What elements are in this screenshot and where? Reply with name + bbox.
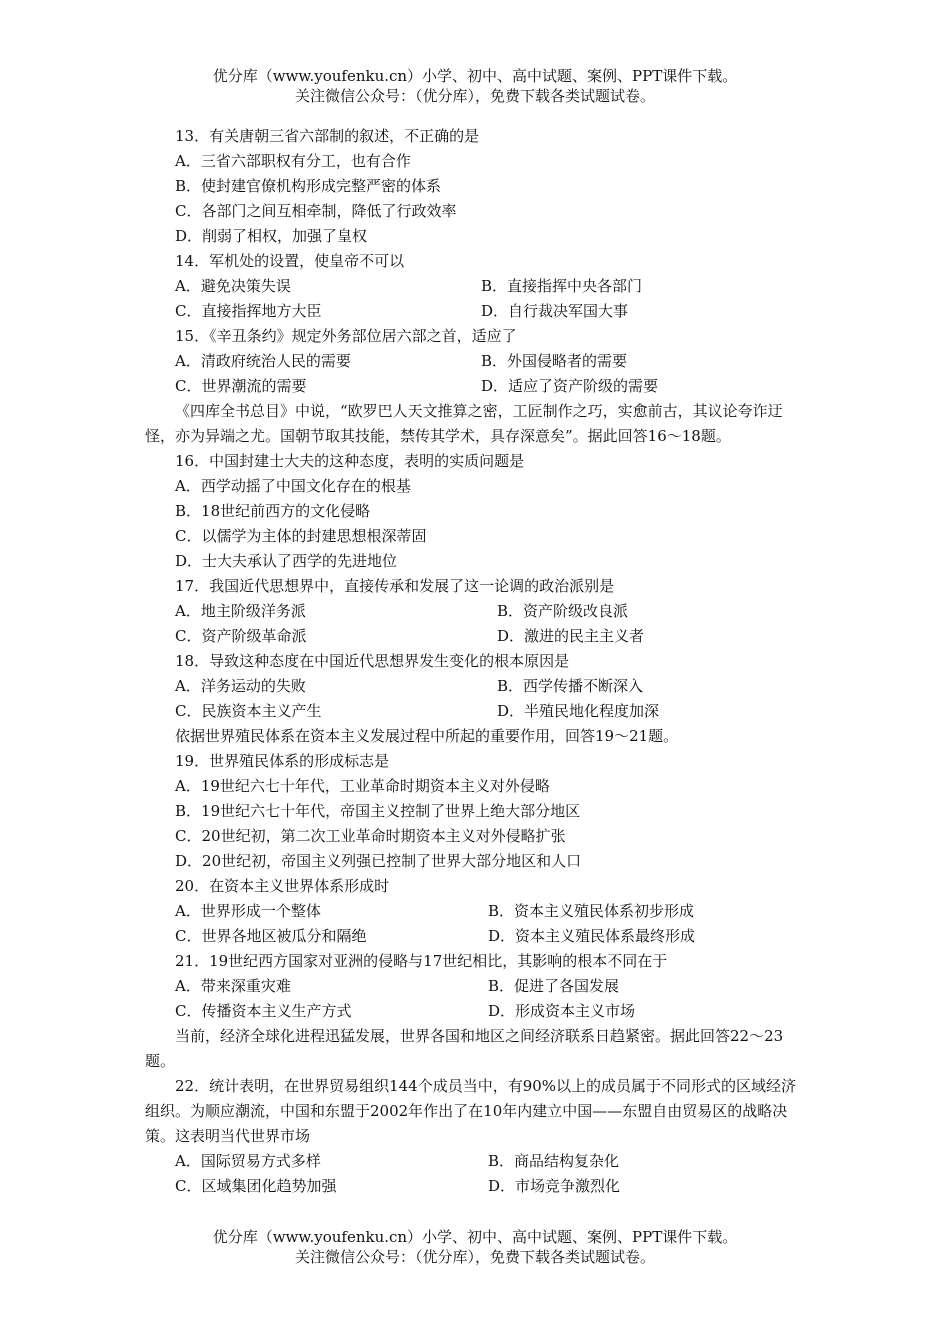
question-14-option-c: C．直接指挥地方大臣	[175, 302, 322, 320]
question-14-options-row-1	[145, 274, 810, 299]
question-18-option-c: C．民族资本主义产生	[175, 702, 322, 720]
question-22-option-c: C．区域集团化趋势加强	[175, 1177, 337, 1195]
question-22-options-row-2	[145, 1174, 810, 1199]
question-18-option-b: B．西学传播不断深入	[497, 677, 644, 695]
question-21-stem: 21．19世纪西方国家对亚洲的侵略与17世纪相比，其影响的根本不同在于	[175, 952, 668, 970]
footer-line-1: 优分库（www.youfenku.cn）小学、初中、高中试题、案例、PPT课件下载。	[212, 1228, 738, 1246]
question-21-options-row-2	[145, 999, 810, 1024]
question-22-options-row-1	[145, 1149, 810, 1174]
question-16-stem: 16．中国封建士大夫的这种态度，表明的实质问题是	[175, 452, 525, 470]
question-14-option-d: D．自行裁决军国大事	[481, 302, 629, 320]
question-13-stem: 13．有关唐朝三省六部制的叙述，不正确的是	[175, 127, 480, 145]
question-13-option-c: C．各部门之间互相牵制，降低了行政效率	[175, 202, 457, 220]
question-20-options-row-1	[145, 899, 810, 924]
question-14-stem: 14．军机处的设置，使皇帝不可以	[175, 252, 405, 270]
question-17-option-d: D．激进的民主主义者	[497, 627, 645, 645]
question-15-option-c: C．世界潮流的需要	[175, 377, 307, 395]
question-21-option-b: B．促进了各国发展	[488, 977, 620, 995]
question-16-option-c: C．以儒学为主体的封建思想根深蒂固	[175, 527, 427, 545]
question-15-option-d: D．适应了资产阶级的需要	[481, 377, 659, 395]
question-13-option-b: B．使封建官僚机构形成完整严密的体系	[175, 177, 442, 195]
question-20-option-b: B．资本主义殖民体系初步形成	[488, 902, 695, 920]
question-20-option-a: A．世界形成一个整体	[175, 902, 321, 920]
question-15-options-row-2	[145, 374, 810, 399]
header-line-2: 关注微信公众号：（优分库），免费下载各类试题试卷。	[294, 87, 655, 105]
question-21-option-a: A．带来深重灾难	[175, 977, 291, 995]
question-21-option-c: C．传播资本主义生产方式	[175, 1002, 352, 1020]
question-14-options-row-2	[145, 299, 810, 324]
passage-16-18: 《四库全书总目》中说，“欧罗巴人天文推算之密，工匠制作之巧，实愈前古，其议论夸诈迂怪，亦为异端之尤。国朝节取其技能，禁传其学术，具存深意矣”。据此回答16～18题。	[145, 402, 783, 445]
question-19-stem: 19．世界殖民体系的形成标志是	[175, 752, 390, 770]
question-16-option-a: A．西学动摇了中国文化存在的根基	[175, 477, 411, 495]
question-16-option-d: D．士大夫承认了西学的先进地位	[175, 552, 398, 570]
question-20-option-d: D．资本主义殖民体系最终形成	[488, 927, 696, 945]
question-14-option-b: B．直接指挥中央各部门	[481, 277, 643, 295]
question-18-option-d: D．半殖民地化程度加深	[497, 702, 660, 720]
question-18-options-row-2	[145, 699, 810, 724]
question-19-option-b: B．19世纪六七十年代，帝国主义控制了世界上绝大部分地区	[175, 802, 581, 820]
question-15-option-b: B．外国侵略者的需要	[481, 352, 628, 370]
question-17-option-b: B．资产阶级改良派	[497, 602, 629, 620]
question-21-options-row-1	[145, 974, 810, 999]
question-18-options-row-1	[145, 674, 810, 699]
question-17-options-row-2	[145, 624, 810, 649]
question-14-option-a: A．避免决策失误	[175, 277, 291, 295]
question-22-option-d: D．市场竞争激烈化	[488, 1177, 621, 1195]
question-16-option-b: B．18世纪前西方的文化侵略	[175, 502, 371, 520]
page-footer	[0, 1227, 950, 1267]
question-18-option-a: A．洋务运动的失败	[175, 677, 306, 695]
question-13-option-a: A．三省六部职权有分工，也有合作	[175, 152, 411, 170]
page-header	[0, 66, 950, 106]
question-17-options-row-1	[145, 599, 810, 624]
question-19-option-d: D．20世纪初，帝国主义列强已控制了世界大部分地区和人口	[175, 852, 582, 870]
exam-content	[145, 124, 810, 1199]
question-20-options-row-2	[145, 924, 810, 949]
question-19-option-a: A．19世纪六七十年代，工业革命时期资本主义对外侵略	[175, 777, 550, 795]
question-19-option-c: C．20世纪初，第二次工业革命时期资本主义对外侵略扩张	[175, 827, 566, 845]
question-15-options-row-1	[145, 349, 810, 374]
question-22-stem: 22．统计表明，在世界贸易组织144个成员当中，有90%以上的成员属于不同形式的区域经济组织。为顺应潮流，中国和东盟于2002年作出了在10年内建立中国——东盟自由贸易区的战略决策。这表明当代世界市场	[145, 1077, 797, 1145]
question-21-option-d: D．形成资本主义市场	[488, 1002, 636, 1020]
footer-line-2: 关注微信公众号：（优分库），免费下载各类试题试卷。	[294, 1248, 655, 1266]
question-22-option-a: A．国际贸易方式多样	[175, 1152, 321, 1170]
question-15-option-a: A．清政府统治人民的需要	[175, 352, 351, 370]
question-18-stem: 18．导致这种态度在中国近代思想界发生变化的根本原因是	[175, 652, 570, 670]
header-line-1: 优分库（www.youfenku.cn）小学、初中、高中试题、案例、PPT课件下载。	[212, 67, 738, 85]
question-20-option-c: C．世界各地区被瓜分和隔绝	[175, 927, 367, 945]
question-20-stem: 20．在资本主义世界体系形成时	[175, 877, 390, 895]
passage-19-21: 依据世界殖民体系在资本主义发展过程中所起的重要作用，回答19～21题。	[175, 727, 679, 745]
passage-22-23: 当前，经济全球化进程迅猛发展，世界各国和地区之间经济联系日趋紧密。据此回答22～23题。	[145, 1027, 784, 1070]
question-22-option-b: B．商品结构复杂化	[488, 1152, 620, 1170]
question-13-option-d: D．削弱了相权，加强了皇权	[175, 227, 368, 245]
question-17-stem: 17．我国近代思想界中，直接传承和发展了这一论调的政治派别是	[175, 577, 615, 595]
question-15-stem: 15．《辛丑条约》规定外务部位居六部之首，适应了	[175, 327, 517, 345]
question-17-option-a: A．地主阶级洋务派	[175, 602, 306, 620]
question-17-option-c: C．资产阶级革命派	[175, 627, 307, 645]
